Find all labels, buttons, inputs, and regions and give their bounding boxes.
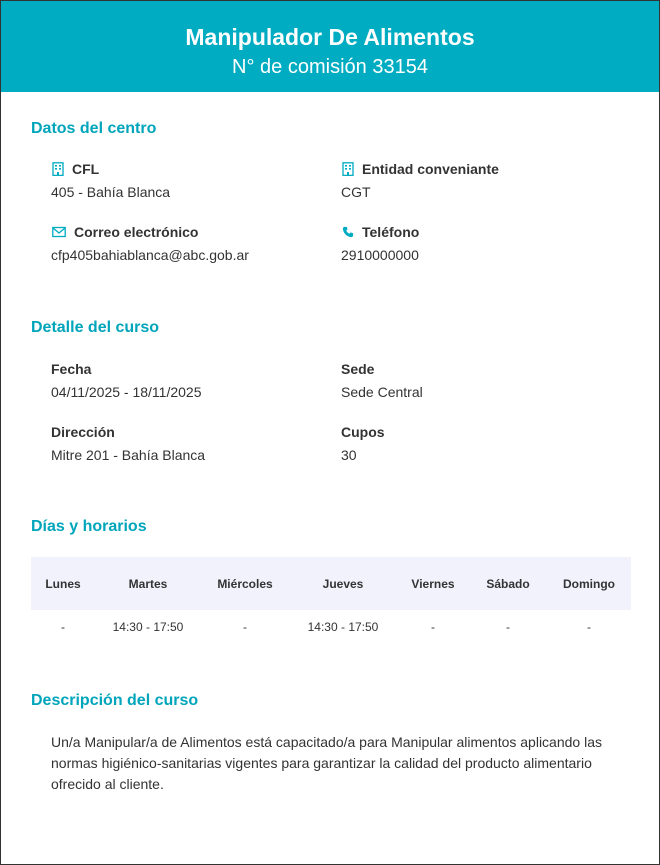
time-cell: - xyxy=(506,620,510,634)
day-header: Domingo xyxy=(547,557,631,610)
field-entidad xyxy=(341,160,499,201)
cupos-label: Cupos xyxy=(341,424,385,440)
time-cell: - xyxy=(243,620,247,634)
section-datos-centro xyxy=(31,119,631,139)
section-title-centro: Datos del centro xyxy=(31,120,157,137)
direccion-value: Mitre 201 - Bahía Blanca xyxy=(51,447,206,463)
schedule-header-row xyxy=(31,557,631,610)
cfl-value: 405 - Bahía Blanca xyxy=(51,184,171,200)
course-title: Manipulador De Alimentos xyxy=(185,24,475,50)
phone-icon xyxy=(342,225,354,239)
telefono-value[interactable]: 2910000000 xyxy=(341,247,419,263)
fecha-label: Fecha xyxy=(51,361,92,377)
field-telefono xyxy=(341,223,419,264)
section-title-descripcion: Descripción del curso xyxy=(31,692,199,709)
section-title-horarios: Días y horarios xyxy=(31,518,147,535)
cupos-value: 30 xyxy=(341,447,357,463)
section-title-curso: Detalle del curso xyxy=(31,319,160,336)
entidad-label: Entidad conveniante xyxy=(362,161,499,177)
direccion-label: Dirección xyxy=(51,424,115,440)
commission-number: N° de comisión 33154 xyxy=(232,56,428,78)
time-cell: - xyxy=(431,620,435,634)
schedule-table xyxy=(31,557,631,644)
day-header: Jueves xyxy=(289,557,397,610)
time-cell: - xyxy=(587,620,591,634)
entidad-value: CGT xyxy=(341,184,371,200)
day-header: Sábado xyxy=(469,557,547,610)
field-cfl xyxy=(51,160,170,201)
section-dias-horarios xyxy=(31,517,631,537)
section-detalle-curso xyxy=(31,318,631,338)
sede-label: Sede xyxy=(341,361,375,377)
building-icon xyxy=(52,162,64,176)
cfl-label: CFL xyxy=(72,161,100,177)
fecha-value: 04/11/2025 - 18/11/2025 xyxy=(51,384,202,400)
page-header xyxy=(1,1,659,92)
building-icon xyxy=(342,162,354,176)
time-cell: 14:30 - 17:50 xyxy=(112,620,184,634)
day-header: Lunes xyxy=(31,557,95,610)
correo-label: Correo electrónico xyxy=(74,224,199,240)
course-description: Un/a Manipular/a de Alimentos está capacitado/a para Manipular alimentos aplicando las normas higiénico-sanitarias vigentes para garantizar la calidad del producto alimentario ofrecido al cliente. xyxy=(51,734,602,792)
time-cell: 14:30 - 17:50 xyxy=(307,620,379,634)
envelope-icon xyxy=(52,225,66,239)
field-cupos xyxy=(341,423,385,464)
field-sede xyxy=(341,360,423,401)
day-header: Viernes xyxy=(397,557,469,610)
section-descripcion xyxy=(31,691,631,711)
telefono-label: Teléfono xyxy=(362,224,420,240)
time-cell: - xyxy=(61,620,65,634)
day-header: Martes xyxy=(95,557,201,610)
schedule-times-row xyxy=(31,610,631,644)
day-header: Miércoles xyxy=(201,557,289,610)
correo-value[interactable]: cfp405bahiablanca@abc.gob.ar xyxy=(51,247,249,263)
field-fecha xyxy=(51,360,202,401)
sede-value: Sede Central xyxy=(341,384,423,400)
field-direccion xyxy=(51,423,205,464)
field-correo xyxy=(51,223,249,264)
